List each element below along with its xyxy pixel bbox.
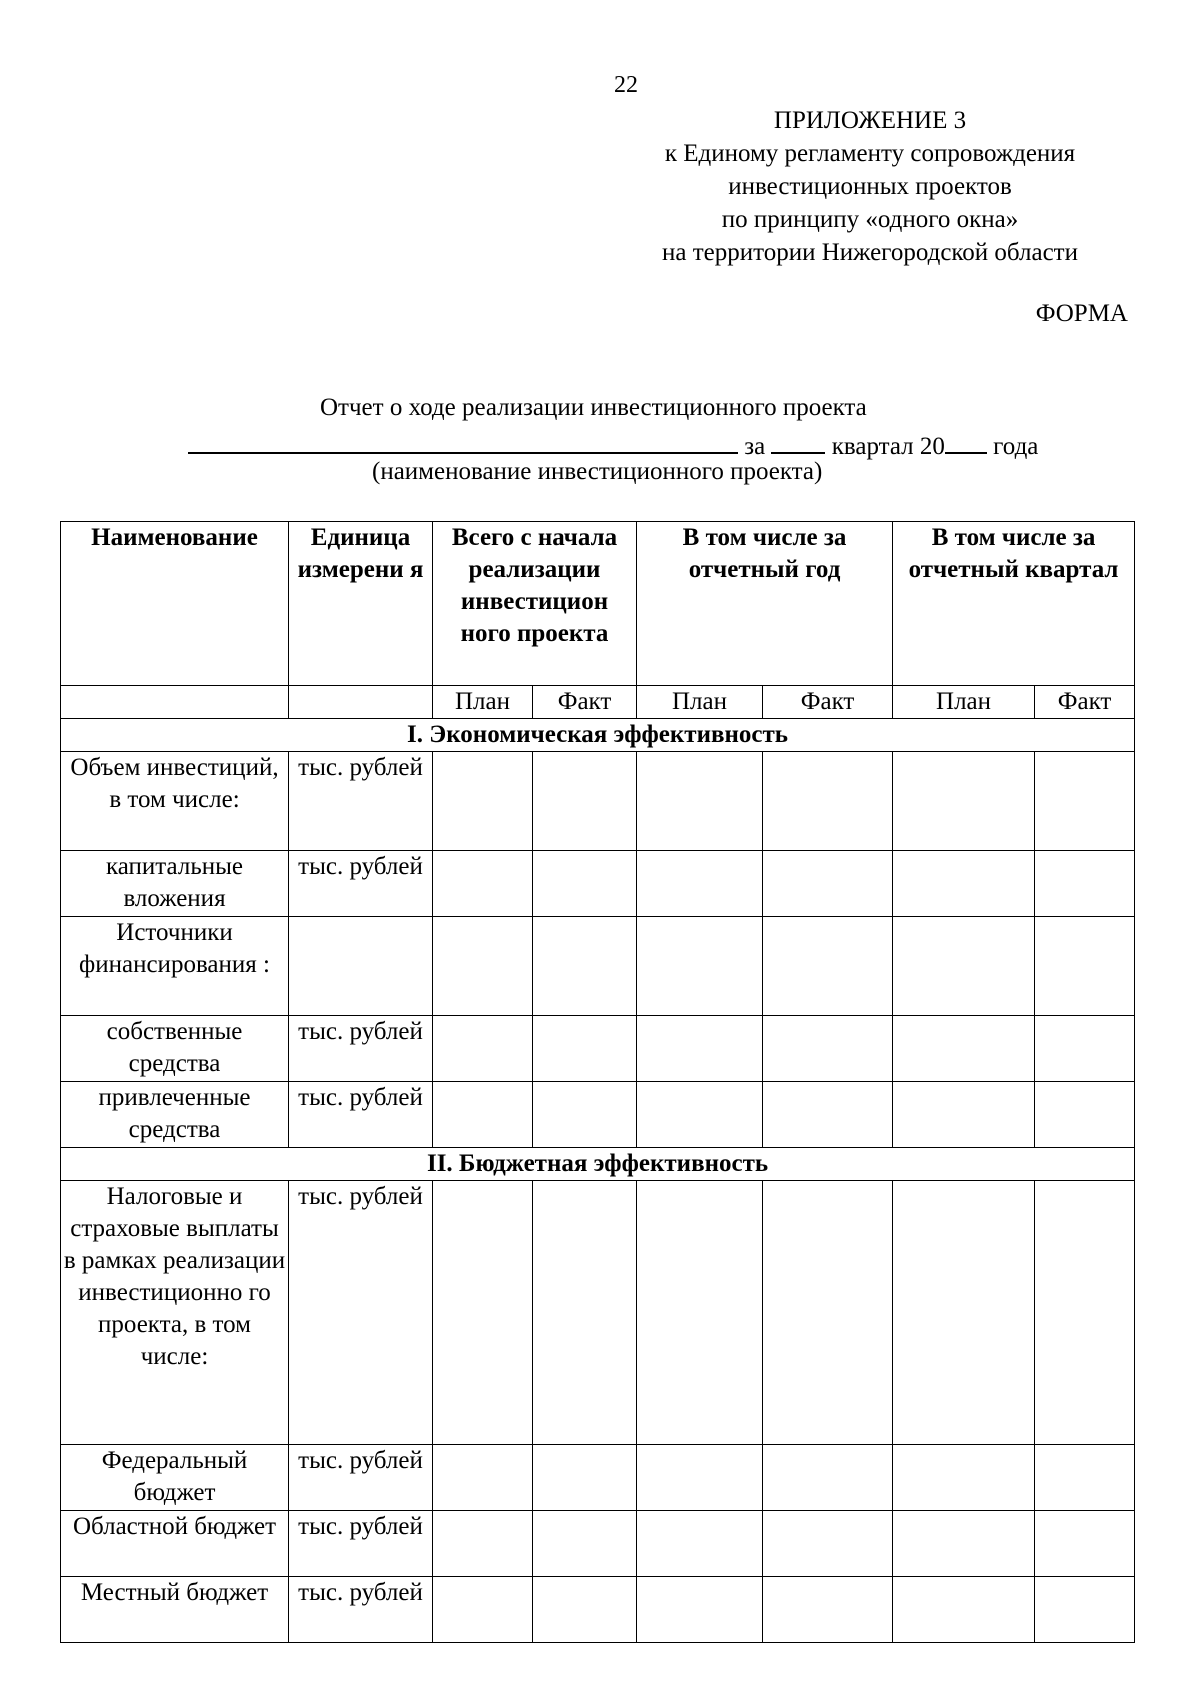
data-cell[interactable] xyxy=(433,851,533,917)
data-cell[interactable] xyxy=(433,917,533,1016)
data-cell[interactable] xyxy=(893,1511,1035,1577)
data-cell[interactable] xyxy=(533,752,637,851)
fact-label: Факт xyxy=(533,686,637,719)
data-cell[interactable] xyxy=(763,1016,893,1082)
data-cell[interactable] xyxy=(433,1082,533,1148)
row-unit: тыс. рублей xyxy=(289,1511,433,1577)
data-cell[interactable] xyxy=(433,1016,533,1082)
data-cell[interactable] xyxy=(763,1577,893,1643)
data-cell[interactable] xyxy=(1035,1577,1135,1643)
subheader-row xyxy=(61,686,1135,719)
data-cell[interactable] xyxy=(433,1511,533,1577)
report-quarter-label: квартал 20 xyxy=(831,433,945,460)
appendix-line-5: на территории Нижегородской области xyxy=(661,239,1078,266)
data-cell[interactable] xyxy=(1035,1082,1135,1148)
data-cell[interactable] xyxy=(637,1577,763,1643)
data-cell[interactable] xyxy=(433,1181,533,1445)
table-row xyxy=(61,1445,1135,1511)
data-cell[interactable] xyxy=(637,917,763,1016)
data-cell[interactable] xyxy=(893,1082,1035,1148)
data-cell[interactable] xyxy=(763,1082,893,1148)
data-cell[interactable] xyxy=(533,851,637,917)
data-cell[interactable] xyxy=(533,1445,637,1511)
row-unit: тыс. рублей xyxy=(289,1082,433,1148)
data-cell[interactable] xyxy=(637,1181,763,1445)
row-name: Налоговые и страховые выплаты в рамках реализации инвестиционно го проекта, в том числе: xyxy=(61,1181,289,1445)
data-cell[interactable] xyxy=(1035,1181,1135,1445)
row-unit: тыс. рублей xyxy=(289,1445,433,1511)
table-row xyxy=(61,1016,1135,1082)
data-cell[interactable] xyxy=(637,1016,763,1082)
data-cell[interactable] xyxy=(533,1511,637,1577)
row-unit: тыс. рублей xyxy=(289,851,433,917)
header-year: В том числе за отчетный год xyxy=(637,522,893,686)
table-row xyxy=(61,917,1135,1016)
row-name: Местный бюджет xyxy=(61,1577,289,1643)
data-cell[interactable] xyxy=(637,851,763,917)
data-cell[interactable] xyxy=(763,1181,893,1445)
data-cell[interactable] xyxy=(763,917,893,1016)
data-cell[interactable] xyxy=(893,1577,1035,1643)
plan-label: План xyxy=(893,686,1035,719)
appendix-header xyxy=(620,104,1120,269)
header-quarter: В том числе за отчетный квартал xyxy=(893,522,1135,686)
page-number: 22 xyxy=(614,72,638,98)
appendix-line-3: инвестиционных проектов xyxy=(728,173,1012,200)
plan-label: План xyxy=(433,686,533,719)
quarter-blank[interactable] xyxy=(771,426,825,454)
header-total: Всего с начала реализации инвестицион ного проекта xyxy=(433,522,637,686)
report-caption: (наименование инвестиционного проекта) xyxy=(372,458,823,485)
table-row xyxy=(61,1511,1135,1577)
row-unit: тыс. рублей xyxy=(289,1016,433,1082)
data-cell[interactable] xyxy=(637,1082,763,1148)
header-row xyxy=(61,522,1135,686)
subheader-empty xyxy=(289,686,433,719)
appendix-line-1: ПРИЛОЖЕНИЕ 3 xyxy=(773,107,967,134)
data-cell[interactable] xyxy=(637,1445,763,1511)
report-year-label: года xyxy=(993,433,1039,460)
row-unit: тыс. рублей xyxy=(289,752,433,851)
data-cell[interactable] xyxy=(893,752,1035,851)
report-period-line xyxy=(188,426,1038,461)
report-za: за xyxy=(744,433,766,460)
form-label: ФОРМА xyxy=(1035,300,1128,327)
data-cell[interactable] xyxy=(1035,851,1135,917)
data-cell[interactable] xyxy=(763,1445,893,1511)
row-unit: тыс. рублей xyxy=(289,1577,433,1643)
table-row xyxy=(61,851,1135,917)
row-name: Источники финансирования : xyxy=(61,917,289,1016)
data-cell[interactable] xyxy=(893,1445,1035,1511)
table-row xyxy=(61,752,1135,851)
section-row xyxy=(61,719,1135,752)
data-cell[interactable] xyxy=(1035,1445,1135,1511)
fact-label: Факт xyxy=(1035,686,1135,719)
data-cell[interactable] xyxy=(637,752,763,851)
data-cell[interactable] xyxy=(1035,1016,1135,1082)
data-cell[interactable] xyxy=(1035,752,1135,851)
row-unit: тыс. рублей xyxy=(289,1181,433,1445)
data-cell[interactable] xyxy=(433,752,533,851)
data-cell[interactable] xyxy=(1035,1511,1135,1577)
report-title: Отчет о ходе реализации инвестиционного проекта xyxy=(320,394,867,421)
data-cell[interactable] xyxy=(1035,917,1135,1016)
row-name: собственные средства xyxy=(61,1016,289,1082)
data-cell[interactable] xyxy=(433,1577,533,1643)
plan-label: План xyxy=(637,686,763,719)
data-cell[interactable] xyxy=(893,851,1035,917)
data-cell[interactable] xyxy=(893,1016,1035,1082)
subheader-empty xyxy=(61,686,289,719)
section-2-title: II. Бюджетная эффективность xyxy=(61,1148,1135,1181)
data-cell[interactable] xyxy=(763,851,893,917)
appendix-line-4: по принципу «одного окна» xyxy=(721,206,1019,233)
row-name: капитальные вложения xyxy=(61,851,289,917)
section-1-title: I. Экономическая эффективность xyxy=(61,719,1135,752)
row-name: Областной бюджет xyxy=(61,1511,289,1577)
data-cell[interactable] xyxy=(637,1511,763,1577)
data-cell[interactable] xyxy=(533,1082,637,1148)
project-name-blank[interactable] xyxy=(188,426,738,454)
report-table xyxy=(60,521,1135,1643)
table-row xyxy=(61,1082,1135,1148)
data-cell[interactable] xyxy=(893,1181,1035,1445)
data-cell[interactable] xyxy=(763,752,893,851)
header-name: Наименование xyxy=(61,522,289,686)
row-name: Объем инвестиций, в том числе: xyxy=(61,752,289,851)
data-cell[interactable] xyxy=(533,1016,637,1082)
data-cell[interactable] xyxy=(433,1445,533,1511)
fact-label: Факт xyxy=(763,686,893,719)
data-cell[interactable] xyxy=(763,1511,893,1577)
data-cell[interactable] xyxy=(893,917,1035,1016)
data-cell[interactable] xyxy=(533,1577,637,1643)
table-row xyxy=(61,1181,1135,1445)
row-name: Федеральный бюджет xyxy=(61,1445,289,1511)
data-cell[interactable] xyxy=(533,917,637,1016)
row-name: привлеченные средства xyxy=(61,1082,289,1148)
header-unit: Единица измерени я xyxy=(289,522,433,686)
appendix-line-2: к Единому регламенту сопровождения xyxy=(664,140,1076,167)
data-cell[interactable] xyxy=(533,1181,637,1445)
section-row xyxy=(61,1148,1135,1181)
year-blank[interactable] xyxy=(945,426,987,454)
table-row xyxy=(61,1577,1135,1643)
row-unit xyxy=(289,917,433,1016)
